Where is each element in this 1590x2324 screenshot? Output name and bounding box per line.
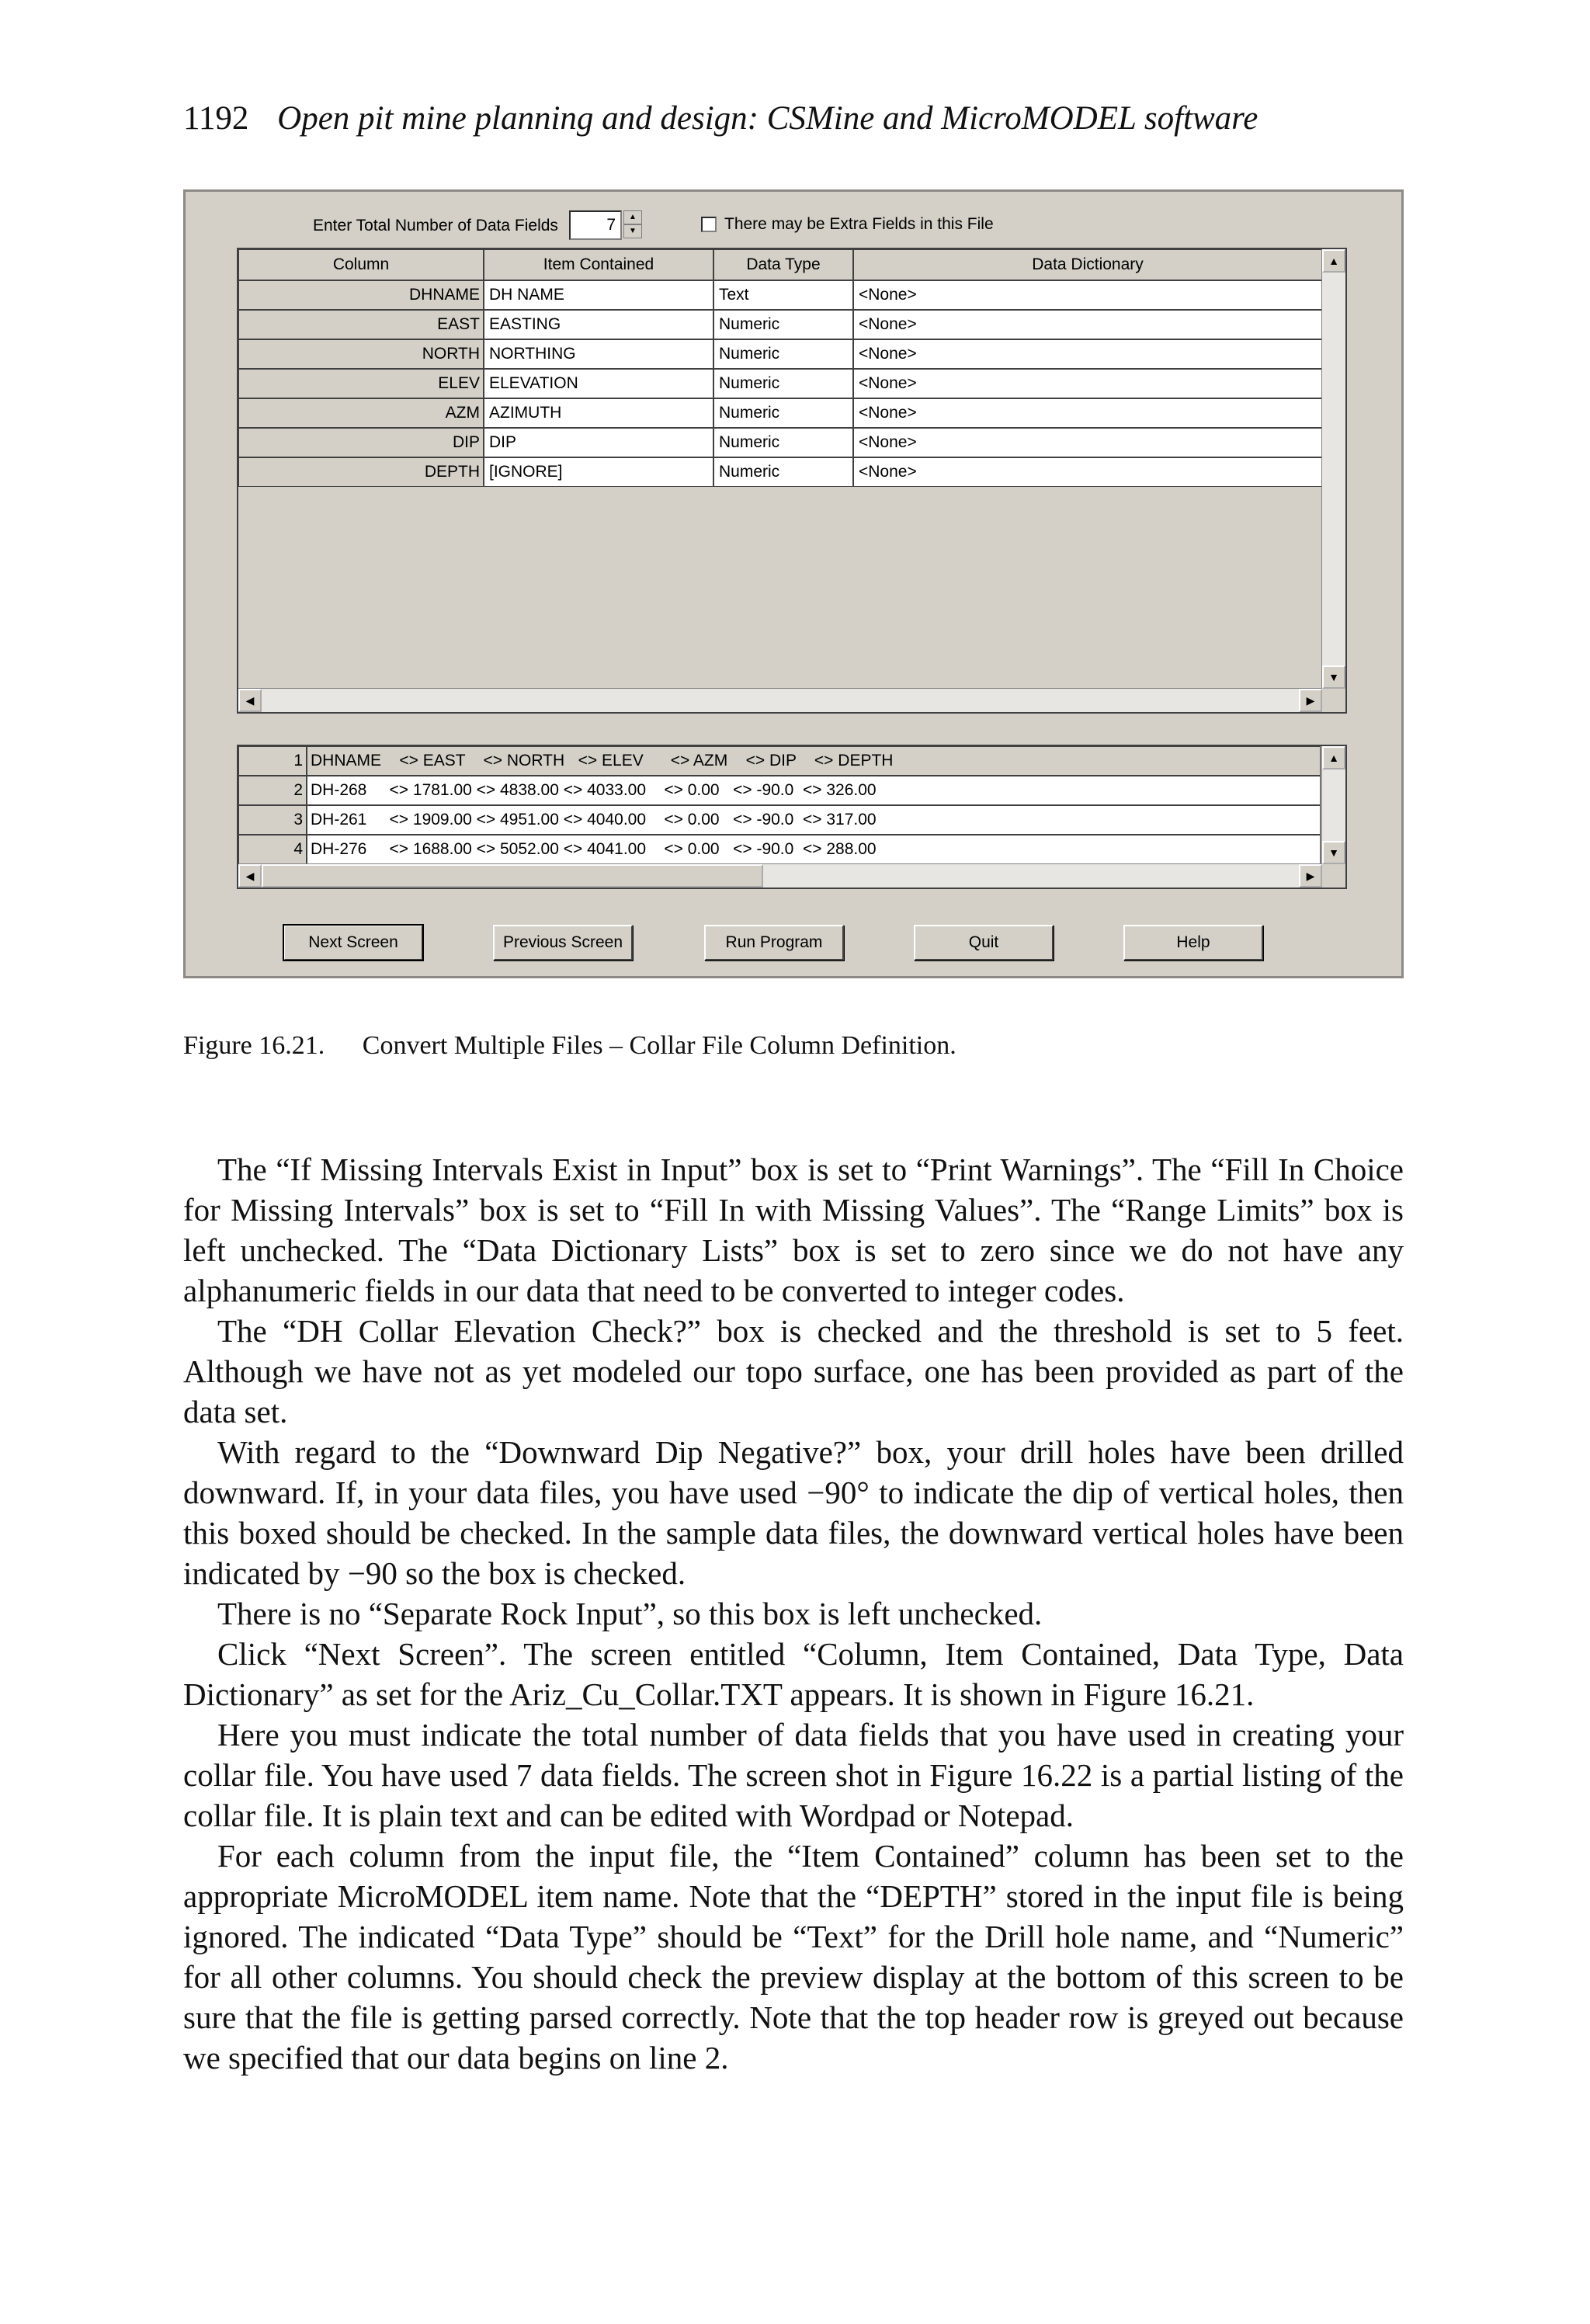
- field-count-bar: [186, 206, 1401, 241]
- item-contained-cell[interactable]: [IGNORE]: [484, 457, 713, 487]
- table-row[interactable]: [238, 339, 1345, 369]
- paragraph: Here you must indicate the total number of data fields that you have used in creating your collar file. You have used 7 data fields. The screen shot in Figure 16.22 is a partial listing of the collar file. It is plain text and can be edited with Wordpad or Notepad.: [183, 1717, 1404, 1833]
- table-row[interactable]: [238, 310, 1345, 339]
- scroll-right-icon[interactable]: ▶: [1299, 689, 1322, 712]
- data-type-cell[interactable]: Numeric: [713, 310, 853, 339]
- grid-rows: [238, 280, 1345, 487]
- preview-rows: [238, 746, 1345, 864]
- line-number: 3: [238, 805, 307, 835]
- column-name-cell: EAST: [238, 310, 484, 339]
- header-data-dictionary[interactable]: Data Dictionary: [853, 249, 1322, 280]
- data-fields-spinner[interactable]: [569, 210, 644, 241]
- checkbox-box[interactable]: [701, 217, 717, 232]
- collar-column-definition-dialog: [183, 189, 1404, 978]
- header-item-contained[interactable]: Item Contained: [484, 249, 713, 280]
- scroll-left-icon[interactable]: ◀: [238, 689, 262, 712]
- column-definition-grid: [237, 248, 1347, 714]
- running-head: [183, 99, 1258, 137]
- scroll-thumb[interactable]: [262, 864, 763, 888]
- data-dictionary-cell[interactable]: <None>: [853, 339, 1322, 369]
- paragraph: Click “Next Screen”. The screen entitled “Column, Item Contained, Data Type, Data Dictionary” as set for the Ariz_Cu_Collar.TXT appears. It is shown in Figure 16.21.: [183, 1636, 1404, 1712]
- paragraph: There is no “Separate Rock Input”, so this box is left unchecked.: [217, 1596, 1043, 1631]
- scroll-up-icon[interactable]: ▲: [1322, 746, 1345, 769]
- preview-line-text: DH-261 <> 1909.00 <> 4951.00 <> 4040.00 <> 0.00 <> -90.0 <> 317.00: [307, 805, 1321, 835]
- grid-header: [238, 249, 1345, 280]
- horizontal-scrollbar[interactable]: [238, 688, 1322, 712]
- paragraph: The “If Missing Intervals Exist in Input” box is set to “Print Warnings”. The “Fill In Choice for Missing Intervals” box is set to “Fill In with Missing Values”. The “Range Limits” box is left unchecked. The “Data Dictionary Lists” box is set to zero since we do not have any alphanumeric fields in our data that need to be converted to integer codes.: [183, 1152, 1404, 1308]
- data-fields-label: Enter Total Number of Data Fields: [313, 217, 558, 234]
- scroll-down-icon[interactable]: ▼: [1322, 665, 1345, 689]
- previous-screen-button[interactable]: Previous Screen: [493, 925, 633, 961]
- file-preview-grid: [237, 745, 1347, 889]
- data-type-cell[interactable]: Text: [713, 280, 853, 310]
- header-data-type[interactable]: Data Type: [713, 249, 853, 280]
- vertical-scrollbar[interactable]: [1321, 249, 1345, 689]
- preview-horizontal-scrollbar[interactable]: [238, 863, 1322, 888]
- preview-line-text: DHNAME <> EAST <> NORTH <> ELEV <> AZM <> DIP <> DEPTH: [307, 746, 1321, 776]
- column-name-cell: DEPTH: [238, 457, 484, 487]
- line-number: 2: [238, 776, 307, 805]
- paragraph: For each column from the input file, the “Item Contained” column has been set to the appropriate MicroMODEL item name. Note that the “DEPTH” stored in the input file is being ignored. The indicated “Data Type” should be “Text” for the Drill hole name, and “Numeric” for all other columns. You should check the preview display at the bottom of this screen to be sure that the file is getting parsed correctly. Note that the top header row is greyed out because we specified that our data begins on line 2.: [183, 1838, 1404, 2076]
- paragraph: With regard to the “Downward Dip Negative?” box, your drill holes have been drilled downward. If, in your data files, you have used −90° to indicate the dip of vertical holes, then this boxed should be checked. In the sample data files, the downward vertical holes have been indicated by −90 so the box is checked.: [183, 1434, 1404, 1591]
- table-row[interactable]: [238, 457, 1345, 487]
- preview-row: [238, 805, 1345, 835]
- header-column[interactable]: Column: [238, 249, 484, 280]
- data-dictionary-cell[interactable]: <None>: [853, 398, 1322, 428]
- body-text: [183, 1149, 1404, 2078]
- data-type-cell[interactable]: Numeric: [713, 398, 853, 428]
- figure-caption: [183, 1031, 956, 1061]
- column-name-cell: ELEV: [238, 369, 484, 398]
- line-number: 1: [238, 746, 307, 776]
- item-contained-cell[interactable]: ELEVATION: [484, 369, 713, 398]
- item-contained-cell[interactable]: DIP: [484, 428, 713, 457]
- book-title: Open pit mine planning and design: CSMine and MicroMODEL software: [277, 100, 1258, 137]
- data-dictionary-cell[interactable]: <None>: [853, 280, 1322, 310]
- table-row[interactable]: [238, 428, 1345, 457]
- figure-caption-text: Convert Multiple Files – Collar File Column Definition.: [362, 1031, 956, 1060]
- column-name-cell: DHNAME: [238, 280, 484, 310]
- column-name-cell: NORTH: [238, 339, 484, 369]
- run-program-button[interactable]: Run Program: [704, 925, 844, 961]
- next-screen-button[interactable]: Next Screen: [283, 925, 423, 961]
- item-contained-cell[interactable]: EASTING: [484, 310, 713, 339]
- table-row[interactable]: [238, 280, 1345, 310]
- data-dictionary-cell[interactable]: <None>: [853, 457, 1322, 487]
- page-number: 1192: [183, 100, 249, 137]
- extra-fields-label: There may be Extra Fields in this File: [724, 215, 994, 233]
- column-name-cell: DIP: [238, 428, 484, 457]
- line-number: 4: [238, 835, 307, 864]
- scroll-up-icon[interactable]: ▲: [1322, 249, 1345, 273]
- data-type-cell[interactable]: Numeric: [713, 339, 853, 369]
- item-contained-cell[interactable]: NORTHING: [484, 339, 713, 369]
- data-type-cell[interactable]: Numeric: [713, 369, 853, 398]
- preview-line-text: DH-276 <> 1688.00 <> 5052.00 <> 4041.00 <> 0.00 <> -90.0 <> 288.00: [307, 835, 1321, 864]
- data-dictionary-cell[interactable]: <None>: [853, 428, 1322, 457]
- table-row[interactable]: [238, 369, 1345, 398]
- spin-up-icon[interactable]: ▲: [623, 210, 642, 224]
- scroll-left-icon[interactable]: ◀: [238, 864, 262, 888]
- preview-row: [238, 746, 1345, 776]
- preview-row: [238, 835, 1345, 864]
- data-dictionary-cell[interactable]: <None>: [853, 310, 1322, 339]
- data-dictionary-cell[interactable]: <None>: [853, 369, 1322, 398]
- spin-down-icon[interactable]: ▼: [623, 224, 642, 238]
- button-row: [186, 925, 1401, 962]
- preview-vertical-scrollbar[interactable]: [1321, 746, 1345, 864]
- scroll-down-icon[interactable]: ▼: [1322, 841, 1345, 864]
- column-name-cell: AZM: [238, 398, 484, 428]
- scroll-right-icon[interactable]: ▶: [1299, 864, 1322, 888]
- table-row[interactable]: [238, 398, 1345, 428]
- extra-fields-checkbox[interactable]: [701, 215, 994, 234]
- preview-line-text: DH-268 <> 1781.00 <> 4838.00 <> 4033.00 <> 0.00 <> -90.0 <> 326.00: [307, 776, 1321, 805]
- paragraph: The “DH Collar Elevation Check?” box is checked and the threshold is set to 5 feet. Although we have not as yet modeled our topo surface, one has been provided as part of the data set.: [183, 1313, 1404, 1429]
- data-fields-value[interactable]: 7: [569, 210, 622, 240]
- help-button[interactable]: Help: [1123, 925, 1263, 961]
- figure-number: Figure 16.21.: [183, 1031, 325, 1060]
- data-type-cell[interactable]: Numeric: [713, 457, 853, 487]
- data-type-cell[interactable]: Numeric: [713, 428, 853, 457]
- quit-button[interactable]: Quit: [914, 925, 1054, 961]
- item-contained-cell[interactable]: DH NAME: [484, 280, 713, 310]
- preview-row: [238, 776, 1345, 805]
- item-contained-cell[interactable]: AZIMUTH: [484, 398, 713, 428]
